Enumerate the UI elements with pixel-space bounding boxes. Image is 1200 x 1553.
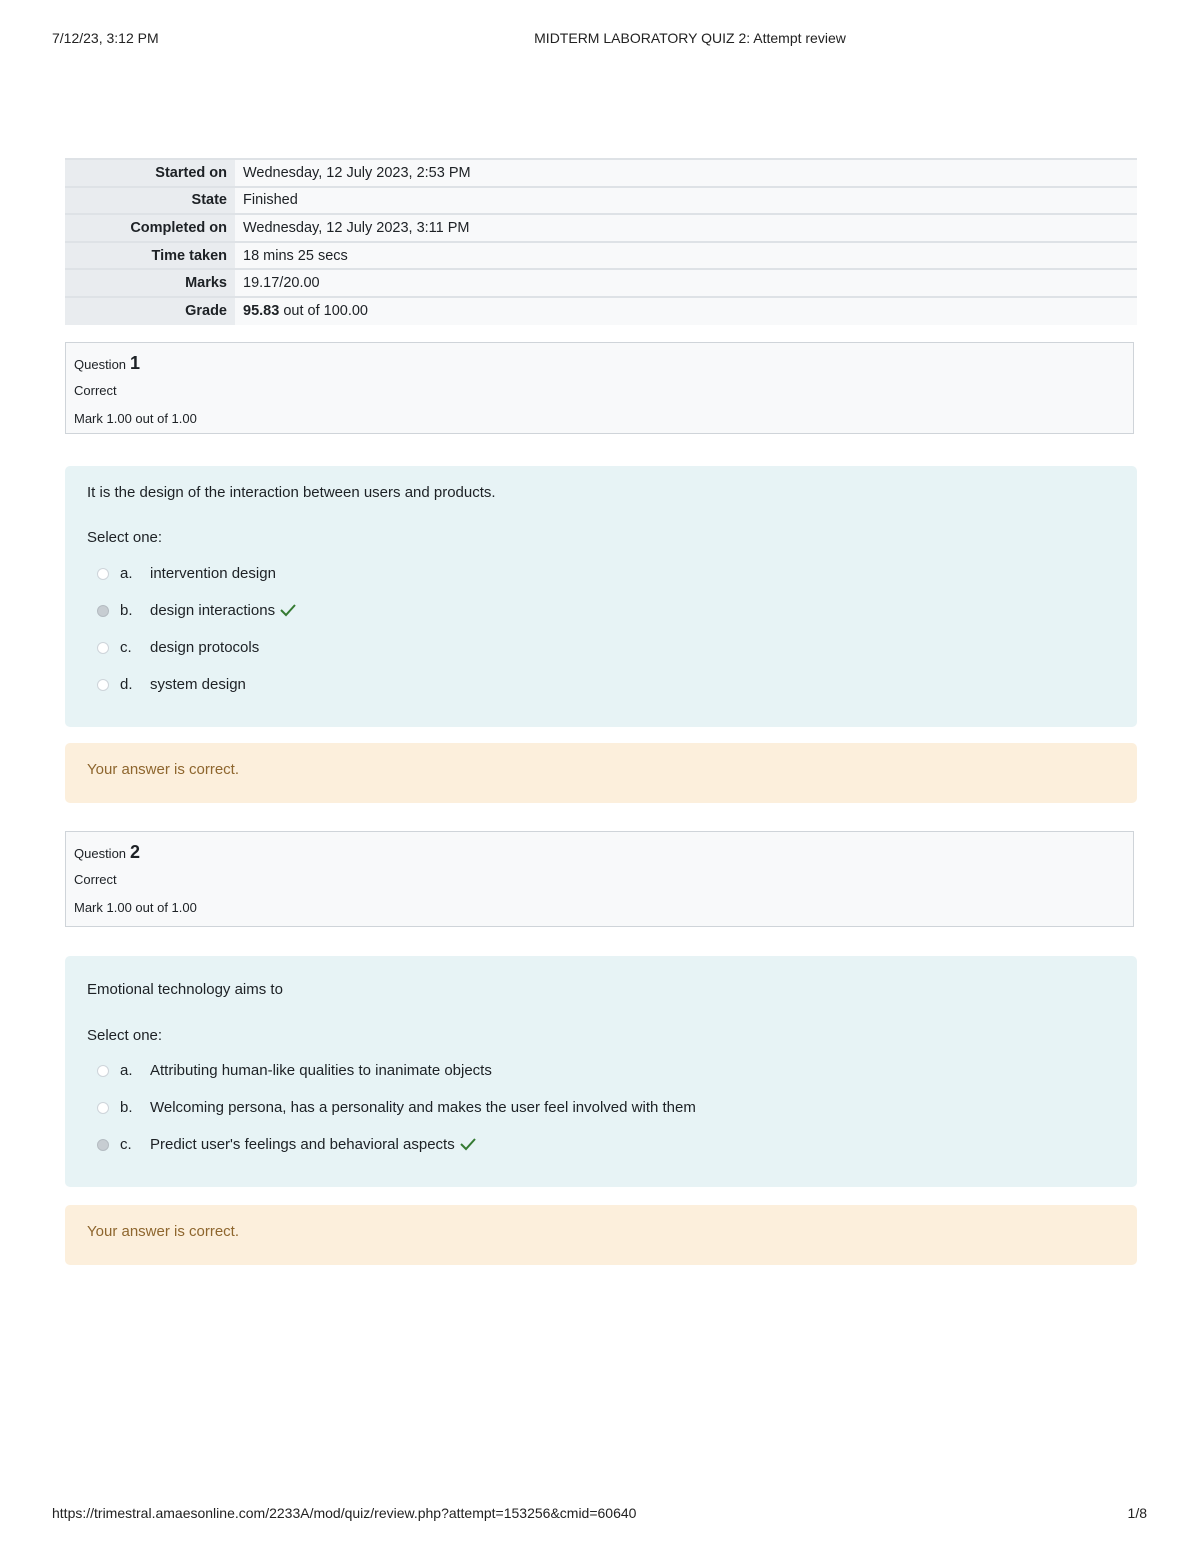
summary-value: Finished xyxy=(235,187,1137,215)
summary-label: Marks xyxy=(65,269,235,297)
question-number xyxy=(74,353,140,374)
correct-check-icon xyxy=(279,603,297,617)
question-formulation xyxy=(65,956,1137,1187)
answer-letter: a. xyxy=(120,565,133,582)
summary-value: 19.17/20.00 xyxy=(235,269,1137,297)
attempt-summary-table xyxy=(65,158,1137,325)
radio-button[interactable] xyxy=(97,1102,109,1114)
summary-value: Wednesday, 12 July 2023, 3:11 PM xyxy=(235,214,1137,242)
feedback-text: Your answer is correct. xyxy=(87,1223,240,1240)
question-text: It is the design of the interaction between users and products. xyxy=(87,484,496,501)
question-grade: Mark 1.00 out of 1.00 xyxy=(74,900,197,915)
summary-row-completed-on xyxy=(65,214,1137,242)
select-one-prompt: Select one: xyxy=(87,529,163,546)
answer-text: Predict user's feelings and behavioral aspects xyxy=(150,1136,455,1153)
print-datetime: 7/12/23, 3:12 PM xyxy=(52,30,159,46)
answer-letter: b. xyxy=(120,602,133,619)
question-state: Correct xyxy=(74,872,117,887)
print-url: https://trimestral.amaesonline.com/2233A/mod/quiz/review.php?attempt=153256&cmid=60640 xyxy=(52,1505,637,1521)
answer-text: design protocols xyxy=(150,639,260,656)
summary-value: Wednesday, 12 July 2023, 2:53 PM xyxy=(235,159,1137,187)
summary-label: Time taken xyxy=(65,242,235,270)
answer-feedback xyxy=(65,743,1137,803)
question-text: Emotional technology aims to xyxy=(87,981,283,998)
summary-label: Grade xyxy=(65,297,235,325)
summary-label: Completed on xyxy=(65,214,235,242)
answer-letter: b. xyxy=(120,1099,133,1116)
question-label: Question xyxy=(74,357,127,372)
radio-button[interactable] xyxy=(97,642,109,654)
grade-score: 95.83 xyxy=(243,303,280,320)
summary-row-time-taken xyxy=(65,242,1137,270)
answer-feedback xyxy=(65,1205,1137,1265)
summary-label: State xyxy=(65,187,235,215)
summary-value xyxy=(235,297,1137,325)
summary-row-started-on xyxy=(65,159,1137,187)
radio-button-checked[interactable] xyxy=(97,1139,109,1151)
question-number xyxy=(74,842,140,863)
question-number-value: 1 xyxy=(130,353,141,373)
answer-letter: c. xyxy=(120,1136,132,1153)
correct-check-icon xyxy=(459,1137,477,1151)
answer-text-wrap xyxy=(150,1136,477,1153)
answer-text: intervention design xyxy=(150,565,276,582)
answer-text-wrap xyxy=(150,602,297,619)
radio-button[interactable] xyxy=(97,568,109,580)
summary-row-marks xyxy=(65,269,1137,297)
question-label: Question xyxy=(74,846,127,861)
radio-button[interactable] xyxy=(97,679,109,691)
answer-text: Welcoming persona, has a personality and makes the user feel involved with them xyxy=(150,1099,696,1116)
answer-letter: a. xyxy=(120,1062,133,1079)
print-title: MIDTERM LABORATORY QUIZ 2: Attempt review xyxy=(534,30,846,46)
feedback-text: Your answer is correct. xyxy=(87,761,240,778)
summary-row-grade xyxy=(65,297,1137,325)
answer-letter: d. xyxy=(120,676,133,693)
answer-text: Attributing human-like qualities to inanimate objects xyxy=(150,1062,492,1079)
answer-text: design interactions xyxy=(150,602,276,619)
summary-label: Started on xyxy=(65,159,235,187)
question-state: Correct xyxy=(74,383,117,398)
question-number-value: 2 xyxy=(130,842,141,862)
select-one-prompt: Select one: xyxy=(87,1027,163,1044)
radio-button-checked[interactable] xyxy=(97,605,109,617)
page-number: 1/8 xyxy=(1127,1505,1147,1521)
summary-value: 18 mins 25 secs xyxy=(235,242,1137,270)
question-grade: Mark 1.00 out of 1.00 xyxy=(74,411,197,426)
summary-row-state xyxy=(65,187,1137,215)
question-info xyxy=(65,342,1134,434)
grade-out-of: out of 100.00 xyxy=(283,303,368,320)
question-info xyxy=(65,831,1134,927)
radio-button[interactable] xyxy=(97,1065,109,1077)
print-header xyxy=(0,30,1200,50)
question-formulation xyxy=(65,466,1137,727)
answer-text: system design xyxy=(150,676,246,693)
answer-letter: c. xyxy=(120,639,132,656)
